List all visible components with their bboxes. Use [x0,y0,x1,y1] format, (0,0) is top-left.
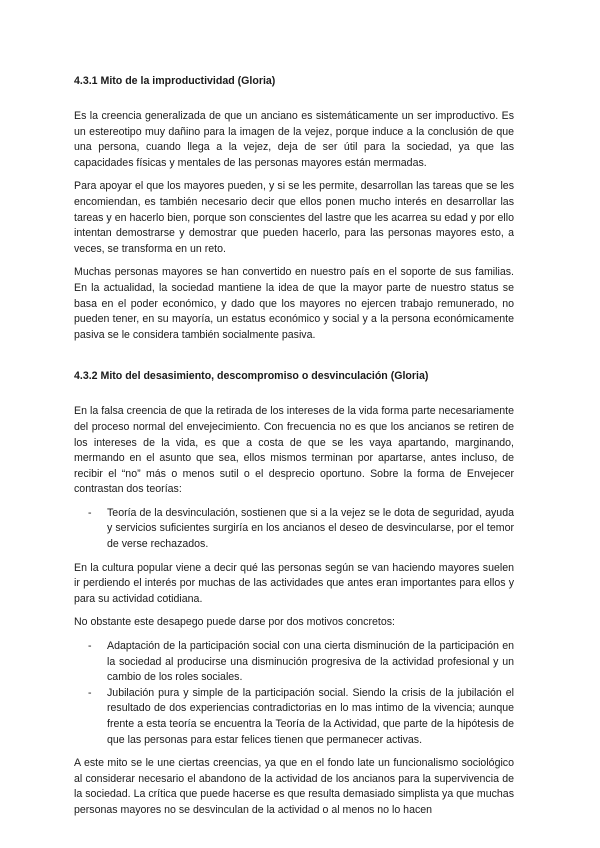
paragraph: A este mito se le une ciertas creencias, ya que en el fondo late un funcionalismo sociológico al considerar necesario el abandono de la actividad de los ancianos para la supervivencia de la sociedad. La crítica que puede hacerse es que resulta demasiado simplista ya que muchas personas mayores no se desvinculan de la actividad o al menos no lo hacen [74,757,514,816]
motives-list [74,639,514,748]
section-heading-improductividad: 4.3.1 Mito de la improductividad (Gloria) [74,75,276,87]
list-item-text: Adaptación de la participación social con una cierta disminución de la participación en la sociedad al producirse una disminución progresiva de la actividad profesional y un cambio de los roles sociales. [107,640,514,684]
list-item [88,686,514,748]
paragraph: Para apoyar el que los mayores pueden, y si se les permite, desarrollan las tareas que se les encomiendan, es también necesario decir que ellos ponen mucho interés en desarrollar las tareas y en hacerlo bien, porque son conscientes del lastre que les acarrea su edad y por ello intentan demostrarse y demostrar que pueden hacerlo, para las personas mayores esto, a veces, se transforma en un reto. [74,180,514,255]
paragraph: Muchas personas mayores se han convertido en nuestro país en el soporte de sus familias. En la actualidad, la sociedad mantiene la idea de que la mayor parte de nuestro status se basa en el poder económico, y dado que los mayores no ejercen trabajo remunerado, no pueden tener, en su mayoría, un estatus económico y social y a la persona económicamente pasiva se le considera también socialmente pasiva. [74,266,514,341]
section-heading-desasimiento: 4.3.2 Mito del desasimiento, descompromiso o desvinculación (Gloria) [74,370,429,383]
dash-bullet: - [88,506,92,519]
dash-bullet: - [88,686,92,699]
theories-list [74,506,514,553]
paragraph: Es la creencia generalizada de que un anciano es sistemáticamente un ser improductivo. Es un estereotipo muy dañino para la imagen de la vejez, porque induce a la conclusión de que una persona, cuando llega a la vejez, deja de ser útil para la sociedad, ya que las capacidades físicas y mentales de las personas mayores están mermadas. [74,110,514,169]
paragraph: En la falsa creencia de que la retirada de los intereses de la vida forma parte necesariamente del proceso normal del envejecimiento. Con frecuencia no es que los ancianos se retiren de los intereses de la vida, es que a costa de que se les vaya apartando, marginando, mermando en el asunto que sea, ellos mismos terminan por apartarse, antes incluso, de recibir el “no” más o menos sutil o el desprecio oportuno. Sobre la forma de Envejecer contrastan dos teorías: [74,405,514,496]
list-item-text: Jubilación pura y simple de la participación social. Siendo la crisis de la jubilación el resultado de dos experiencias contradictorias en lo mas intimo de la vivencia; aunque frente a esta teoría se encuentra la Teoría de la Actividad, que parte de la hipótesis de que las personas para estar felices tienen que permanecer activas. [107,686,514,746]
list-item-text: Teoría de la desvinculación, sostienen que si a la vejez se le dota de seguridad, ayuda y servicios suficientes surgiría en los ancianos el deseo de desvincularse, por el temor de verse rechazados. [107,506,514,551]
paragraph: No obstante este desapego puede darse por dos motivos concretos: [74,616,395,629]
paragraph: En la cultura popular viene a decir qué las personas según se van haciendo mayores suelen ir perdiendo el interés por muchas de las actividades que antes eran importantes para ellos y para su actividad cotidiana. [74,561,514,605]
dash-bullet: - [88,640,92,653]
list-item [88,639,514,686]
list-item [88,506,514,553]
